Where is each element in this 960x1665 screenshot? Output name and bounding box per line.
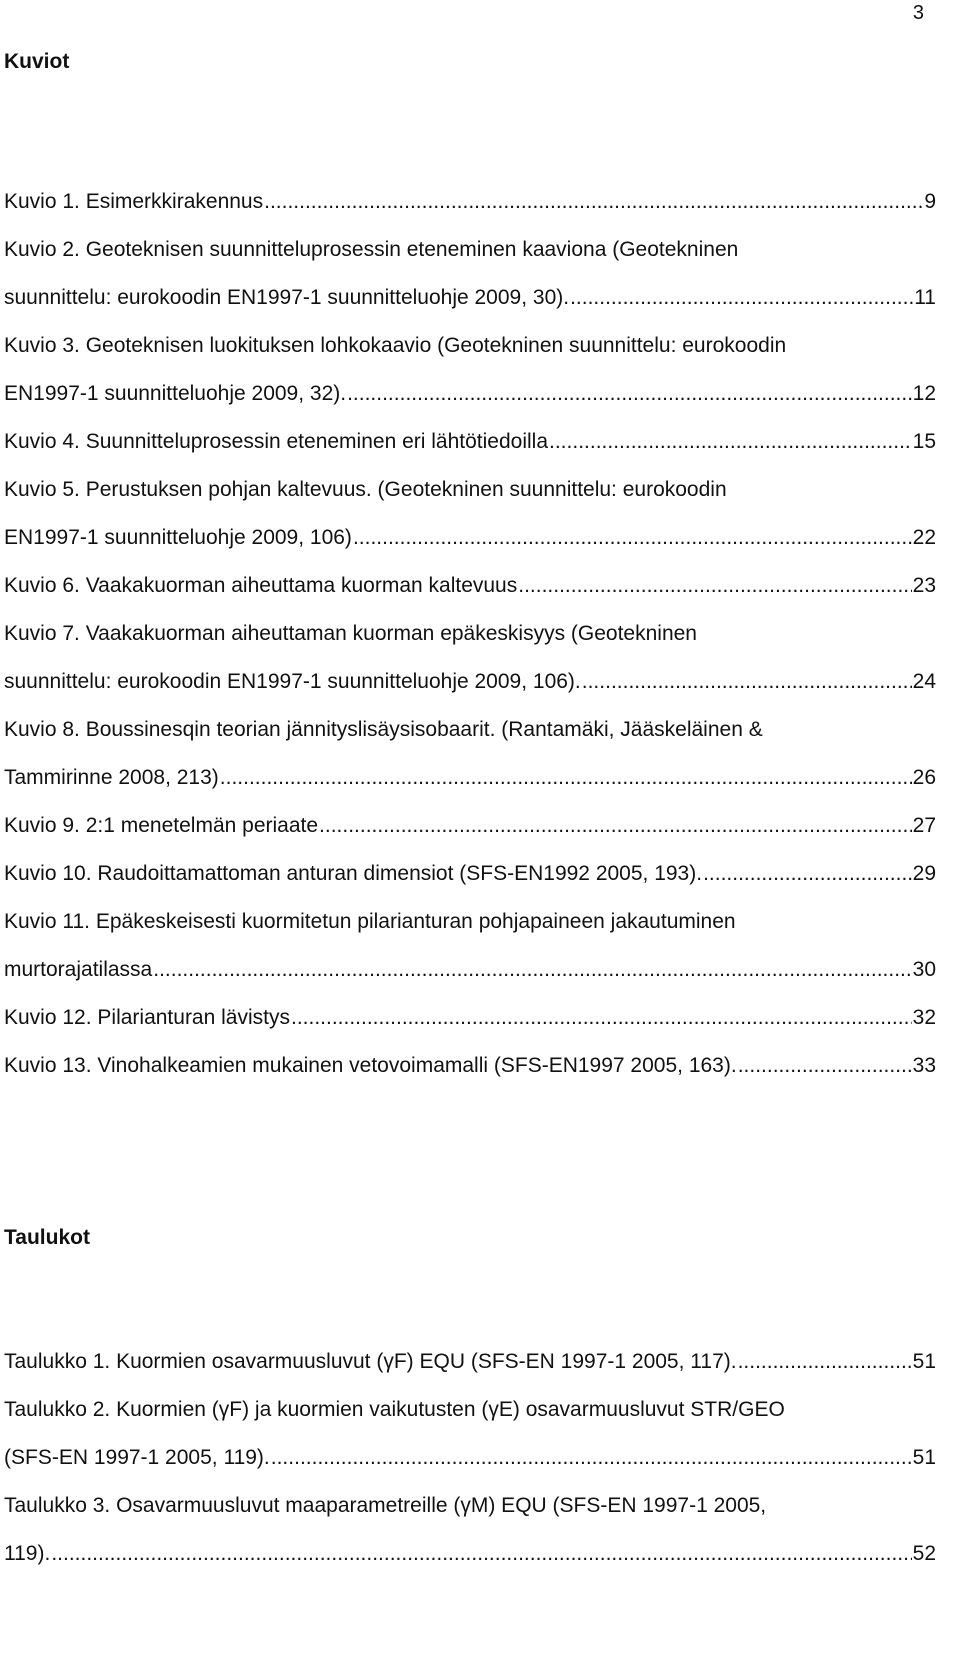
toc-entry-page: 32 (912, 1006, 936, 1029)
toc-entry[interactable] (4, 1482, 936, 1578)
toc-entry-page: 27 (912, 814, 936, 837)
toc-entry-leader-line (4, 994, 936, 1042)
dot-leader (738, 1338, 912, 1386)
toc-entry-leader-line (4, 178, 936, 226)
toc-entry-line: Kuvio 8. Boussinesqin teorian jännityslisäysisobaarit. (Rantamäki, Jääskeläinen & (4, 718, 763, 741)
toc-entry-title: Kuvio 13. Vinohalkeamien mukainen vetovoimamalli (SFS-EN1997 2005, 163). (4, 1054, 737, 1077)
toc-entry[interactable] (4, 1042, 936, 1090)
dot-leader (353, 514, 912, 562)
toc-entry-line: Kuvio 11. Epäkeskeisesti kuormitetun pilarianturan pohjapaineen jakautuminen (4, 910, 736, 933)
toc-entry-title: 119). (4, 1542, 51, 1565)
toc-entry-leader-line (4, 946, 936, 994)
tables-list (4, 1338, 936, 1578)
toc-entry[interactable] (4, 1386, 936, 1482)
toc-entry-title: Kuvio 9. 2:1 menetelmän periaate (4, 814, 319, 837)
toc-entry-leader-line (4, 1338, 936, 1386)
toc-entry-page: 22 (912, 526, 936, 549)
dot-leader (738, 1042, 912, 1090)
toc-entry-leader-line (4, 514, 936, 562)
toc-entry-title: (SFS-EN 1997-1 2005, 119). (4, 1446, 270, 1469)
toc-entry[interactable] (4, 418, 936, 466)
toc-entry-page: 51 (912, 1446, 936, 1469)
toc-entry[interactable] (4, 802, 936, 850)
toc-entry-page: 24 (912, 670, 936, 693)
toc-entry[interactable] (4, 706, 936, 802)
toc-entry-page: 33 (912, 1054, 936, 1077)
toc-entry-page: 30 (912, 958, 936, 981)
toc-entry-title: Kuvio 10. Raudoittamattoman anturan dimensiot (SFS-EN1992 2005, 193). (4, 862, 703, 885)
toc-entry[interactable] (4, 1338, 936, 1386)
toc-entry-page: 29 (912, 862, 936, 885)
figures-list (4, 178, 936, 1090)
toc-entry-title: Taulukko 1. Kuormien osavarmuusluvut (γF) EQU (SFS-EN 1997-1 2005, 117). (4, 1350, 737, 1373)
toc-entry-leader-line (4, 1434, 936, 1482)
toc-entry[interactable] (4, 898, 936, 994)
toc-entry-line: Taulukko 3. Osavarmuusluvut maaparametreille (γM) EQU (SFS-EN 1997-1 2005, (4, 1494, 767, 1517)
toc-entry-title: Tammirinne 2008, 213) (4, 766, 219, 789)
toc-entry-line: Kuvio 5. Perustuksen pohjan kaltevuus. (Geotekninen suunnittelu: eurokoodin (4, 478, 727, 501)
toc-entry[interactable] (4, 226, 936, 322)
toc-entry-page: 12 (912, 382, 936, 405)
toc-entry-title: Kuvio 4. Suunnitteluprosessin eteneminen eri lähtötiedoilla (4, 430, 549, 453)
toc-entry-line: Kuvio 3. Geoteknisen luokituksen lohkokaavio (Geotekninen suunnittelu: eurokoodin (4, 334, 787, 357)
dot-leader (264, 178, 923, 226)
toc-entry-leader-line (4, 1530, 936, 1578)
toc-entry[interactable] (4, 610, 936, 706)
toc-entry[interactable] (4, 178, 936, 226)
toc-entry-leader-line (4, 754, 936, 802)
dot-leader (271, 1434, 912, 1482)
dot-leader (51, 1530, 911, 1578)
toc-entry-line: Kuvio 2. Geoteknisen suunnitteluprosessin eteneminen kaaviona (Geotekninen (4, 238, 739, 261)
toc-entry-leader-line (4, 658, 936, 706)
toc-entry-title: EN1997-1 suunnitteluohje 2009, 32). (4, 382, 347, 405)
page-number: 3 (912, 2, 924, 24)
dot-leader (582, 658, 912, 706)
toc-entry-title: murtorajatilassa (4, 958, 153, 981)
dot-leader (549, 418, 912, 466)
toc-entry-page: 23 (912, 574, 936, 597)
toc-entry-title: suunnittelu: eurokoodin EN1997-1 suunnitteluohje 2009, 106). (4, 670, 581, 693)
toc-entry-leader-line (4, 370, 936, 418)
figures-heading: Kuviot (4, 50, 70, 73)
toc-entry-line: Kuvio 7. Vaakakuorman aiheuttaman kuorman epäkeskisyys (Geotekninen (4, 622, 697, 645)
dot-leader (291, 994, 912, 1042)
dot-leader (347, 370, 912, 418)
toc-entry-page: 11 (914, 286, 936, 309)
dot-leader (518, 562, 911, 610)
toc-entry[interactable] (4, 466, 936, 562)
toc-entry-title: suunnittelu: eurokoodin EN1997-1 suunnitteluohje 2009, 30). (4, 286, 570, 309)
dot-leader (153, 946, 911, 994)
toc-entry-title: Kuvio 12. Pilarianturan lävistys (4, 1006, 290, 1029)
toc-entry-line: Taulukko 2. Kuormien (γF) ja kuormien vaikutusten (γE) osavarmuusluvut STR/GEO (4, 1398, 785, 1421)
toc-entry-leader-line (4, 850, 936, 898)
toc-entry-leader-line (4, 1042, 936, 1090)
tables-heading: Taulukot (4, 1226, 90, 1249)
dot-leader (220, 754, 912, 802)
toc-entry[interactable] (4, 994, 936, 1042)
toc-entry-page: 52 (912, 1542, 936, 1565)
toc-entry[interactable] (4, 850, 936, 898)
toc-entry-page: 9 (924, 190, 936, 213)
toc-entry-leader-line (4, 802, 936, 850)
toc-entry-leader-line (4, 562, 936, 610)
toc-entry[interactable] (4, 322, 936, 418)
toc-entry-title: Kuvio 1. Esimerkkirakennus (4, 190, 264, 213)
toc-entry-page: 26 (912, 766, 936, 789)
toc-entry[interactable] (4, 562, 936, 610)
toc-entry-title: EN1997-1 suunnitteluohje 2009, 106) (4, 526, 352, 549)
toc-entry-title: Kuvio 6. Vaakakuorman aiheuttama kuorman kaltevuus (4, 574, 518, 597)
toc-entry-leader-line (4, 418, 936, 466)
dot-leader (703, 850, 912, 898)
dot-leader (570, 274, 913, 322)
dot-leader (319, 802, 912, 850)
toc-entry-page: 15 (912, 430, 936, 453)
toc-entry-page: 51 (912, 1350, 936, 1373)
toc-entry-leader-line (4, 274, 936, 322)
